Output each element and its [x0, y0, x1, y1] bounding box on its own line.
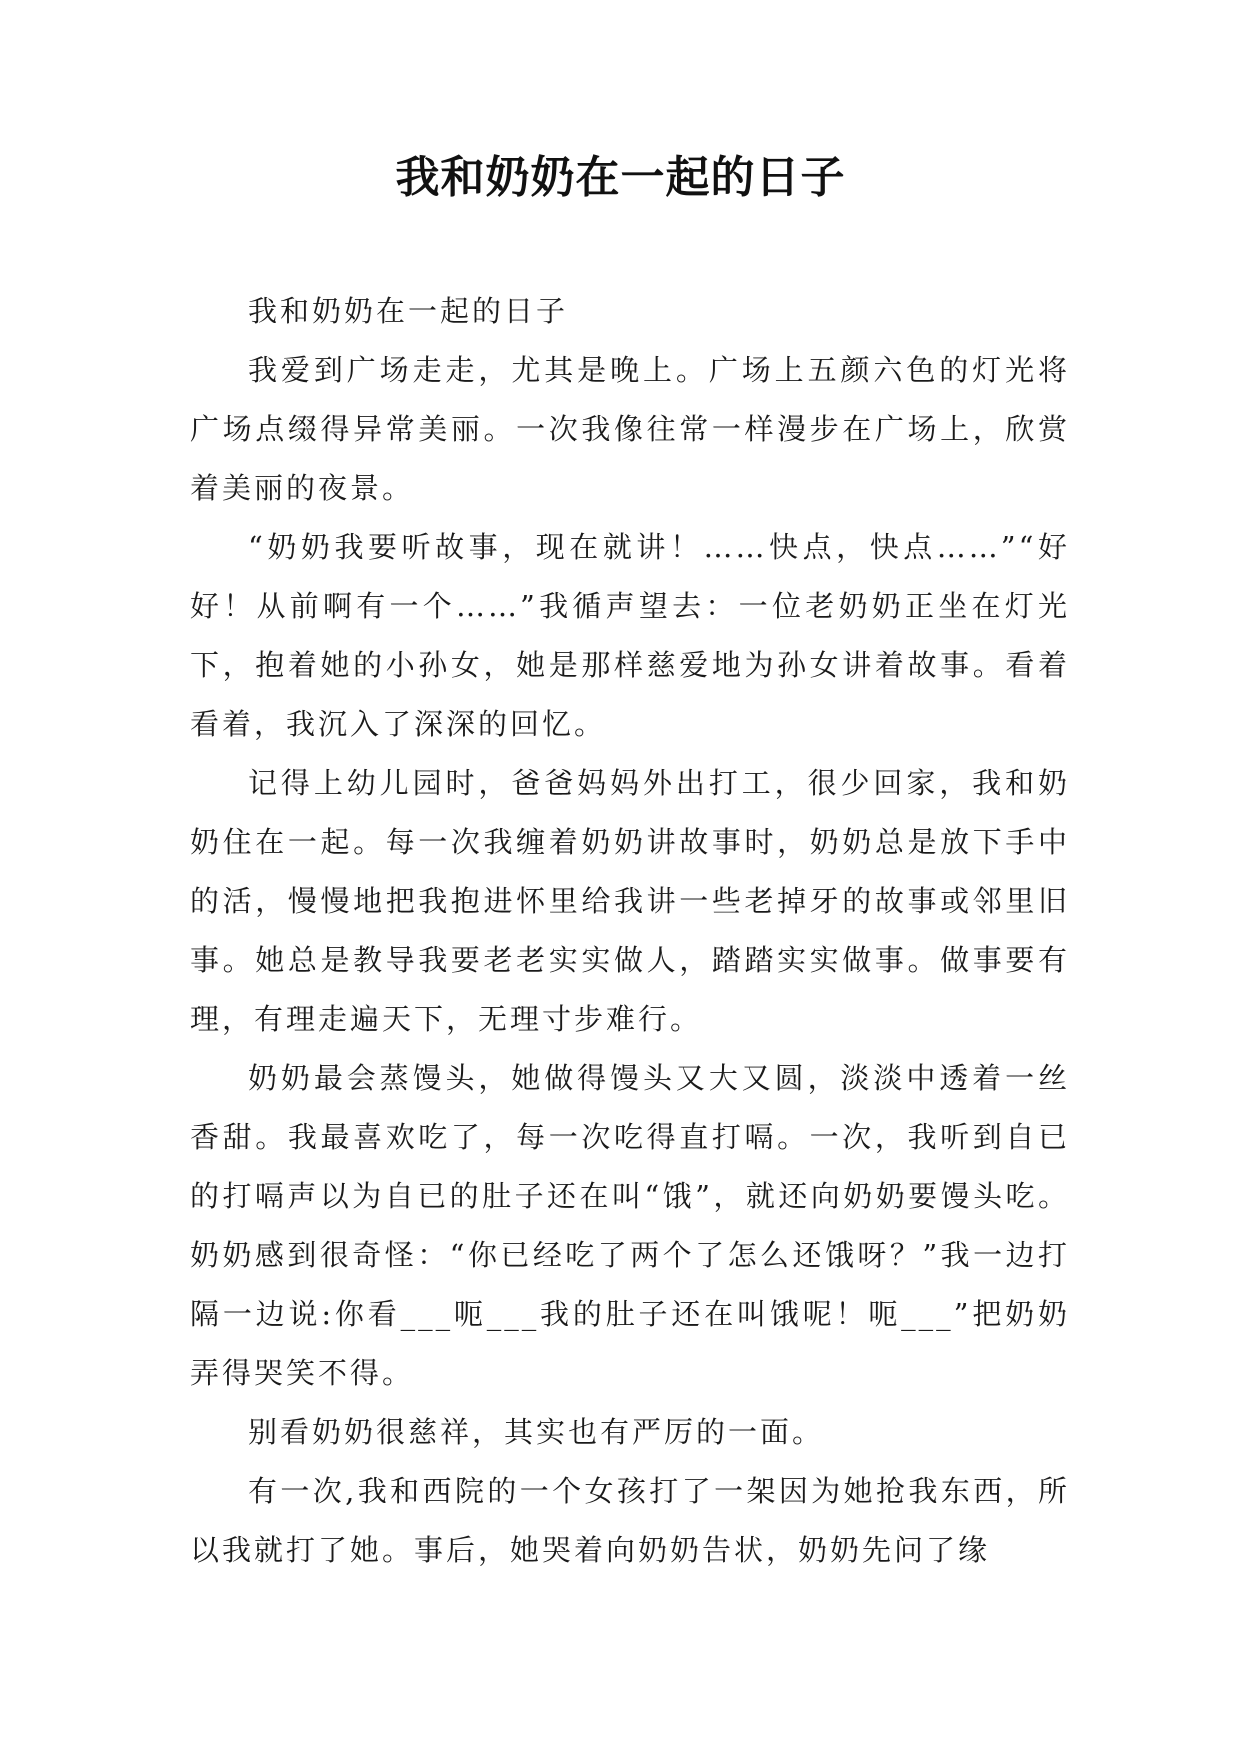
- paragraph: 我和奶奶在一起的日子: [248, 294, 569, 328]
- document-title: 我和奶奶在一起的日子: [395, 152, 846, 203]
- paragraph: 记得上幼儿园时，爸爸妈妈外出打工，很少回家，我和奶奶住在一起。每一次我缠着奶奶讲故事时，奶奶总是放下手中的活，慢慢地把我抱进怀里给我讲一些老掉牙的故事或邻里旧事。她总是教导我要老老实实做人，踏踏实实做事。做事要有理，有理走遍天下，无理寸步难行。: [190, 766, 1070, 1036]
- paragraph: 别看奶奶很慈祥，其实也有严厉的一面。: [248, 1415, 825, 1449]
- paragraph: 奶奶最会蒸馒头，她做得馒头又大又圆，淡淡中透着一丝香甜。我最喜欢吃了，每一次吃得直打嗝。一次，我听到自已的打嗝声以为自已的肚子还在叫“饿”，就还向奶奶要馒头吃。奶奶感到很奇怪：“你已经吃了两个了怎么还饿呀？”我一边打隔一边说:你看___呃___我的肚子还在叫饿呢！呃___”把奶奶弄得哭笑不得。: [190, 1061, 1070, 1390]
- paragraph: 我爱到广场走走，尤其是晚上。广场上五颜六色的灯光将广场点缀得异常美丽。一次我像往常一样漫步在广场上，欣赏着美丽的夜景。: [190, 353, 1070, 505]
- paragraph: 有一次,我和西院的一个女孩打了一架因为她抢我东西，所以我就打了她。事后，她哭着向奶奶告状，奶奶先问了缘: [190, 1474, 1070, 1567]
- document-body: [190, 282, 1070, 1580]
- paragraph: “奶奶我要听故事，现在就讲！……快点，快点……”“好好！从前啊有一个……”我循声望去：一位老奶奶正坐在灯光下，抱着她的小孙女，她是那样慈爱地为孙女讲着故事。看着看着，我沉入了深深的回忆。: [190, 530, 1070, 741]
